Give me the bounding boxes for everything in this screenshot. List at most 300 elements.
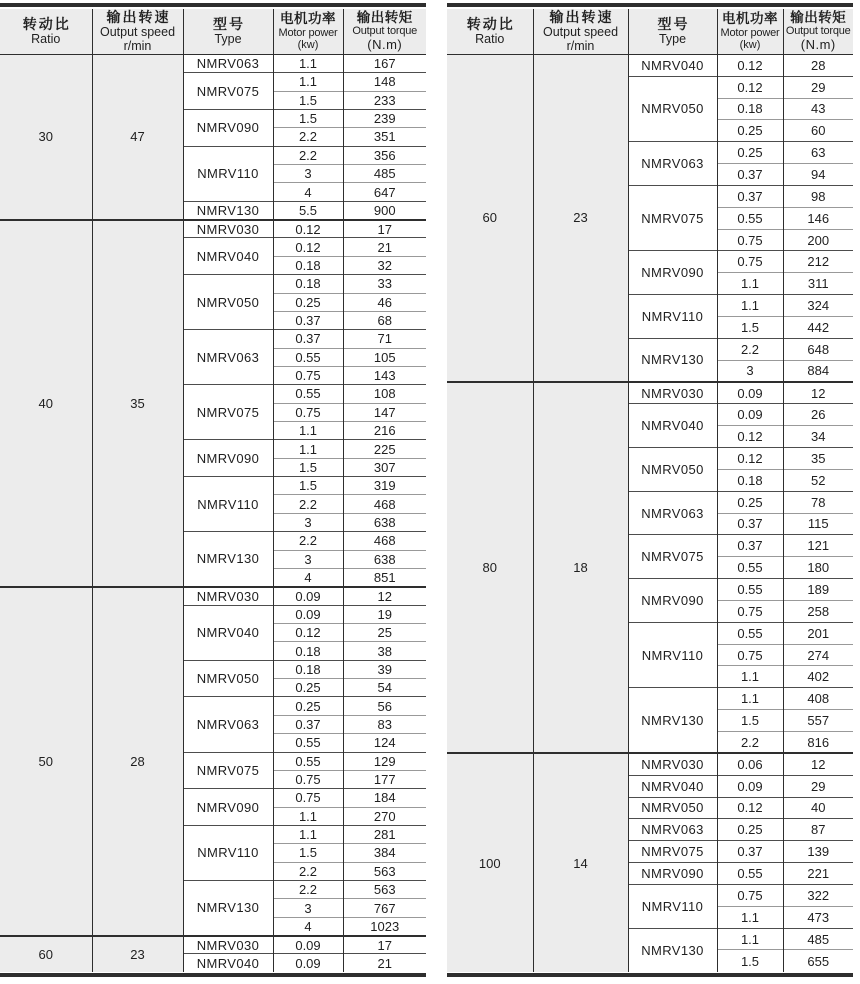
output-torque-cell: 21	[343, 238, 426, 256]
ratio-label-zh: 转动比	[466, 16, 515, 33]
output-torque-cell: 307	[343, 458, 426, 476]
output-torque-cell: 35	[783, 448, 853, 470]
model-type-cell: NMRV130	[183, 532, 273, 587]
spec-table-right	[447, 3, 853, 977]
output-torque-cell: 26	[783, 404, 853, 426]
motor-power-cell: 0.37	[273, 311, 343, 329]
motor-power-cell: 4	[273, 183, 343, 201]
model-type-cell: NMRV050	[183, 275, 273, 330]
power-label-en: Motor power	[720, 26, 780, 39]
motor-power-cell: 1.1	[717, 666, 783, 688]
motor-power-cell: 1.1	[273, 807, 343, 825]
output-torque-cell: 655	[783, 950, 853, 972]
speed-label-en: Output speed	[99, 25, 176, 40]
motor-power-cell: 3	[273, 513, 343, 531]
output-torque-cell: 485	[783, 928, 853, 950]
speed-unit: r/min	[123, 39, 152, 54]
motor-power-cell: 2.2	[273, 128, 343, 146]
output-torque-cell: 216	[343, 422, 426, 440]
motor-power-cell: 3	[717, 360, 783, 382]
motor-power-cell: 0.55	[717, 863, 783, 885]
power-unit: (kw)	[739, 39, 761, 52]
output-torque-cell: 180	[783, 557, 853, 579]
output-torque-cell: 68	[343, 311, 426, 329]
output-torque-cell: 98	[783, 185, 853, 207]
output-torque-cell: 32	[343, 256, 426, 274]
model-type-cell: NMRV030	[628, 753, 717, 775]
motor-power-cell: 0.55	[273, 385, 343, 403]
model-type-cell: NMRV130	[628, 688, 717, 754]
output-torque-cell: 221	[783, 863, 853, 885]
speed-unit: r/min	[566, 39, 595, 54]
motor-power-cell: 1.5	[717, 950, 783, 972]
output-torque-cell: 60	[783, 120, 853, 142]
motor-power-cell: 0.37	[717, 535, 783, 557]
torque-label-en: Output torque	[785, 25, 851, 38]
model-type-cell: NMRV040	[628, 404, 717, 448]
motor-power-cell: 1.1	[717, 295, 783, 317]
output-torque-cell: 233	[343, 91, 426, 109]
model-type-cell: NMRV040	[183, 605, 273, 660]
output-torque-cell: 124	[343, 734, 426, 752]
output-speed-cell: 18	[533, 382, 628, 753]
ratio-cell: 50	[0, 587, 92, 936]
output-torque-cell: 485	[343, 165, 426, 183]
model-type-cell: NMRV110	[183, 825, 273, 880]
spec-table	[0, 9, 426, 972]
output-torque-cell: 34	[783, 426, 853, 448]
motor-power-cell: 4	[273, 568, 343, 586]
output-torque-cell: 356	[343, 146, 426, 164]
model-type-cell: NMRV110	[183, 146, 273, 201]
motor-power-cell: 0.55	[273, 734, 343, 752]
bottom-double-rule	[447, 973, 853, 977]
motor-power-cell: 0.25	[273, 697, 343, 715]
motor-power-cell: 0.37	[717, 185, 783, 207]
output-speed-cell: 28	[92, 587, 183, 936]
model-type-cell: NMRV075	[628, 535, 717, 579]
output-torque-cell: 319	[343, 477, 426, 495]
motor-power-cell: 1.1	[273, 73, 343, 91]
motor-power-cell: 0.12	[273, 220, 343, 238]
motor-power-cell: 0.18	[273, 642, 343, 660]
motor-power-cell: 0.55	[717, 579, 783, 601]
model-type-cell: NMRV090	[183, 109, 273, 146]
motor-power-cell: 0.75	[273, 366, 343, 384]
model-type-cell: NMRV075	[183, 752, 273, 789]
top-double-rule	[0, 3, 426, 7]
motor-power-cell: 1.1	[273, 422, 343, 440]
output-torque-cell: 563	[343, 862, 426, 880]
motor-power-cell: 1.1	[717, 928, 783, 950]
motor-power-cell: 0.12	[717, 54, 783, 76]
model-type-cell: NMRV110	[628, 622, 717, 688]
motor-power-cell: 0.55	[273, 348, 343, 366]
output-speed-cell: 47	[92, 54, 183, 219]
motor-power-cell: 0.75	[273, 403, 343, 421]
motor-power-cell: 1.5	[717, 316, 783, 338]
type-label-en: Type	[658, 32, 687, 47]
output-torque-cell: 557	[783, 710, 853, 732]
output-torque-cell: 468	[343, 495, 426, 513]
bottom-double-rule	[0, 973, 426, 977]
output-torque-cell: 28	[783, 54, 853, 76]
output-torque-cell: 408	[783, 688, 853, 710]
ratio-label-en: Ratio	[475, 32, 505, 47]
output-torque-cell: 167	[343, 54, 426, 72]
header-row	[0, 9, 426, 54]
motor-power-cell: 1.5	[273, 844, 343, 862]
motor-power-cell: 1.1	[717, 906, 783, 928]
power-label-zh: 电机功率	[280, 11, 336, 27]
motor-power-cell: 2.2	[273, 146, 343, 164]
table-row	[0, 54, 426, 72]
motor-power-cell: 0.18	[273, 660, 343, 678]
motor-power-cell: 0.09	[717, 382, 783, 404]
power-label-zh: 电机功率	[722, 11, 778, 27]
motor-power-cell: 2.2	[273, 495, 343, 513]
output-torque-cell: 274	[783, 644, 853, 666]
table-body-right	[447, 54, 853, 971]
model-type-cell: NMRV030	[183, 587, 273, 605]
model-type-cell: NMRV110	[183, 477, 273, 532]
model-type-cell: NMRV040	[183, 954, 273, 972]
motor-power-cell: 1.5	[273, 91, 343, 109]
output-speed-cell: 35	[92, 220, 183, 587]
motor-power-cell: 1.5	[273, 477, 343, 495]
output-torque-cell: 12	[343, 587, 426, 605]
output-torque-cell: 563	[343, 881, 426, 899]
output-torque-cell: 473	[783, 906, 853, 928]
speed-label-en: Output speed	[542, 25, 619, 40]
spec-table	[447, 9, 853, 972]
output-speed-cell: 23	[533, 54, 628, 382]
motor-power-cell: 1.5	[717, 710, 783, 732]
output-torque-cell: 78	[783, 491, 853, 513]
output-torque-cell: 115	[783, 513, 853, 535]
motor-power-cell: 2.2	[273, 881, 343, 899]
motor-power-cell: 0.75	[273, 789, 343, 807]
model-type-cell: NMRV040	[628, 775, 717, 797]
output-torque-cell: 270	[343, 807, 426, 825]
output-torque-cell: 129	[343, 752, 426, 770]
model-type-cell: NMRV110	[628, 295, 717, 339]
output-torque-cell: 17	[343, 220, 426, 238]
motor-power-cell: 0.18	[717, 469, 783, 491]
output-torque-cell: 225	[343, 440, 426, 458]
model-type-cell: NMRV075	[628, 841, 717, 863]
column-header-output-speed	[92, 9, 183, 54]
motor-power-cell: 0.12	[717, 76, 783, 98]
motor-power-cell: 0.37	[273, 715, 343, 733]
output-torque-cell: 29	[783, 775, 853, 797]
output-torque-cell: 281	[343, 825, 426, 843]
model-type-cell: NMRV050	[183, 660, 273, 697]
motor-power-cell: 3	[273, 550, 343, 568]
column-header-type	[183, 9, 273, 54]
column-header-motor-power	[717, 9, 783, 54]
output-torque-cell: 767	[343, 899, 426, 917]
motor-power-cell: 5.5	[273, 201, 343, 219]
output-torque-cell: 442	[783, 316, 853, 338]
model-type-cell: NMRV040	[183, 238, 273, 275]
table-row	[447, 54, 853, 76]
motor-power-cell: 0.09	[273, 605, 343, 623]
output-torque-cell: 139	[783, 841, 853, 863]
motor-power-cell: 1.5	[273, 458, 343, 476]
torque-label-en: Output torque	[352, 25, 418, 38]
model-type-cell: NMRV050	[628, 76, 717, 142]
ratio-cell: 40	[0, 220, 92, 587]
column-header-output-torque	[343, 9, 426, 54]
output-torque-cell: 29	[783, 76, 853, 98]
output-torque-cell: 184	[343, 789, 426, 807]
column-header-motor-power	[273, 9, 343, 54]
output-torque-cell: 900	[343, 201, 426, 219]
output-torque-cell: 52	[783, 469, 853, 491]
output-speed-cell: 23	[92, 936, 183, 973]
power-unit: (kw)	[297, 39, 319, 52]
table-body-left	[0, 54, 426, 972]
torque-label-zh: 输出转矩	[356, 9, 413, 25]
output-torque-cell: 212	[783, 251, 853, 273]
column-header-output-torque	[783, 9, 853, 54]
output-torque-cell: 177	[343, 770, 426, 788]
model-type-cell: NMRV090	[628, 579, 717, 623]
output-torque-cell: 200	[783, 229, 853, 251]
model-type-cell: NMRV030	[183, 220, 273, 238]
torque-unit: (N.m)	[367, 37, 403, 53]
model-type-cell: NMRV075	[628, 185, 717, 251]
motor-power-cell: 0.25	[717, 120, 783, 142]
column-header-output-speed	[533, 9, 628, 54]
output-torque-cell: 12	[783, 382, 853, 404]
model-type-cell: NMRV090	[628, 251, 717, 295]
motor-power-cell: 0.25	[273, 679, 343, 697]
column-header-type	[628, 9, 717, 54]
motor-power-cell: 0.06	[717, 753, 783, 775]
top-double-rule	[447, 3, 853, 7]
output-torque-cell: 647	[343, 183, 426, 201]
output-torque-cell: 324	[783, 295, 853, 317]
ratio-label-zh: 转动比	[22, 16, 71, 33]
output-torque-cell: 105	[343, 348, 426, 366]
spec-table-left	[0, 3, 426, 977]
column-header-ratio	[0, 9, 92, 54]
output-torque-cell: 384	[343, 844, 426, 862]
output-torque-cell: 816	[783, 732, 853, 754]
model-type-cell: NMRV063	[628, 819, 717, 841]
table-row	[0, 936, 426, 954]
motor-power-cell: 0.75	[717, 644, 783, 666]
motor-power-cell: 0.25	[717, 819, 783, 841]
motor-power-cell: 1.1	[717, 688, 783, 710]
motor-power-cell: 0.18	[273, 275, 343, 293]
motor-power-cell: 1.1	[717, 273, 783, 295]
model-type-cell: NMRV075	[183, 385, 273, 440]
motor-power-cell: 2.2	[717, 732, 783, 754]
motor-power-cell: 0.25	[717, 142, 783, 164]
output-torque-cell: 46	[343, 293, 426, 311]
output-torque-cell: 43	[783, 98, 853, 120]
type-label-zh: 型号	[657, 16, 690, 33]
power-label-en: Motor power	[278, 26, 338, 39]
output-torque-cell: 884	[783, 360, 853, 382]
motor-power-cell: 2.2	[273, 862, 343, 880]
motor-power-cell: 0.37	[717, 841, 783, 863]
ratio-cell: 60	[0, 936, 92, 973]
model-type-cell: NMRV063	[183, 697, 273, 752]
output-torque-cell: 189	[783, 579, 853, 601]
type-label-zh: 型号	[213, 16, 245, 33]
output-speed-cell: 14	[533, 753, 628, 971]
motor-power-cell: 0.12	[717, 448, 783, 470]
output-torque-cell: 258	[783, 600, 853, 622]
output-torque-cell: 322	[783, 884, 853, 906]
motor-power-cell: 0.18	[273, 256, 343, 274]
output-torque-cell: 87	[783, 819, 853, 841]
torque-unit: (N.m)	[800, 37, 836, 53]
output-torque-cell: 83	[343, 715, 426, 733]
motor-power-cell: 0.55	[717, 622, 783, 644]
motor-power-cell: 3	[273, 165, 343, 183]
output-torque-cell: 63	[783, 142, 853, 164]
motor-power-cell: 0.37	[717, 513, 783, 535]
motor-power-cell: 0.09	[717, 404, 783, 426]
output-torque-cell: 12	[783, 753, 853, 775]
output-torque-cell: 17	[343, 936, 426, 954]
output-torque-cell: 54	[343, 679, 426, 697]
output-torque-cell: 201	[783, 622, 853, 644]
gear-spec-sheet	[0, 3, 860, 977]
motor-power-cell: 0.12	[273, 238, 343, 256]
motor-power-cell: 0.75	[717, 251, 783, 273]
output-torque-cell: 121	[783, 535, 853, 557]
motor-power-cell: 1.1	[273, 440, 343, 458]
motor-power-cell: 0.09	[273, 936, 343, 954]
model-type-cell: NMRV063	[628, 142, 717, 186]
output-torque-cell: 33	[343, 275, 426, 293]
model-type-cell: NMRV050	[628, 797, 717, 819]
speed-label-zh: 输出转速	[106, 9, 171, 25]
output-torque-cell: 19	[343, 605, 426, 623]
motor-power-cell: 0.55	[273, 752, 343, 770]
output-torque-cell: 239	[343, 109, 426, 127]
motor-power-cell: 1.1	[273, 825, 343, 843]
output-torque-cell: 143	[343, 366, 426, 384]
model-type-cell: NMRV090	[183, 440, 273, 477]
motor-power-cell: 0.37	[273, 330, 343, 348]
output-torque-cell: 148	[343, 73, 426, 91]
output-torque-cell: 402	[783, 666, 853, 688]
motor-power-cell: 2.2	[717, 338, 783, 360]
output-torque-cell: 146	[783, 207, 853, 229]
output-torque-cell: 851	[343, 568, 426, 586]
table-row	[0, 220, 426, 238]
motor-power-cell: 0.09	[717, 775, 783, 797]
model-type-cell: NMRV110	[628, 884, 717, 928]
model-type-cell: NMRV075	[183, 73, 273, 110]
model-type-cell: NMRV090	[183, 789, 273, 826]
model-type-cell: NMRV063	[183, 54, 273, 72]
output-torque-cell: 468	[343, 532, 426, 550]
motor-power-cell: 0.09	[273, 954, 343, 972]
model-type-cell: NMRV063	[183, 330, 273, 385]
motor-power-cell: 0.75	[717, 884, 783, 906]
model-type-cell: NMRV130	[183, 881, 273, 936]
output-torque-cell: 147	[343, 403, 426, 421]
motor-power-cell: 2.2	[273, 532, 343, 550]
ratio-label-en: Ratio	[31, 32, 61, 47]
model-type-cell: NMRV063	[628, 491, 717, 535]
model-type-cell: NMRV040	[628, 54, 717, 76]
ratio-cell: 100	[447, 753, 533, 971]
column-header-ratio	[447, 9, 533, 54]
model-type-cell: NMRV030	[183, 936, 273, 954]
model-type-cell: NMRV130	[628, 338, 717, 382]
motor-power-cell: 0.18	[717, 98, 783, 120]
motor-power-cell: 0.37	[717, 164, 783, 186]
output-torque-cell: 39	[343, 660, 426, 678]
model-type-cell: NMRV050	[628, 448, 717, 492]
ratio-cell: 80	[447, 382, 533, 753]
type-label-en: Type	[214, 32, 242, 47]
table-row	[0, 587, 426, 605]
motor-power-cell: 0.12	[717, 797, 783, 819]
model-type-cell: NMRV130	[183, 201, 273, 219]
model-type-cell: NMRV130	[628, 928, 717, 972]
output-torque-cell: 638	[343, 513, 426, 531]
output-torque-cell: 56	[343, 697, 426, 715]
output-torque-cell: 108	[343, 385, 426, 403]
motor-power-cell: 0.12	[717, 426, 783, 448]
output-torque-cell: 94	[783, 164, 853, 186]
motor-power-cell: 0.09	[273, 587, 343, 605]
motor-power-cell: 1.1	[273, 54, 343, 72]
motor-power-cell: 3	[273, 899, 343, 917]
model-type-cell: NMRV030	[628, 382, 717, 404]
speed-label-zh: 输出转速	[549, 9, 614, 25]
output-torque-cell: 71	[343, 330, 426, 348]
output-torque-cell: 351	[343, 128, 426, 146]
torque-label-zh: 输出转矩	[790, 9, 847, 25]
output-torque-cell: 21	[343, 954, 426, 972]
motor-power-cell: 0.55	[717, 207, 783, 229]
motor-power-cell: 0.55	[717, 557, 783, 579]
header-row	[447, 9, 853, 54]
output-torque-cell: 648	[783, 338, 853, 360]
motor-power-cell: 0.75	[717, 229, 783, 251]
motor-power-cell: 0.25	[273, 293, 343, 311]
ratio-cell: 30	[0, 54, 92, 219]
model-type-cell: NMRV090	[628, 863, 717, 885]
output-torque-cell: 311	[783, 273, 853, 295]
motor-power-cell: 0.75	[717, 600, 783, 622]
table-row	[447, 753, 853, 775]
motor-power-cell: 0.25	[717, 491, 783, 513]
output-torque-cell: 38	[343, 642, 426, 660]
output-torque-cell: 40	[783, 797, 853, 819]
output-torque-cell: 25	[343, 623, 426, 641]
motor-power-cell: 1.5	[273, 109, 343, 127]
output-torque-cell: 638	[343, 550, 426, 568]
output-torque-cell: 1023	[343, 917, 426, 935]
table-row	[447, 382, 853, 404]
motor-power-cell: 0.75	[273, 770, 343, 788]
ratio-cell: 60	[447, 54, 533, 382]
motor-power-cell: 0.12	[273, 623, 343, 641]
motor-power-cell: 4	[273, 917, 343, 935]
